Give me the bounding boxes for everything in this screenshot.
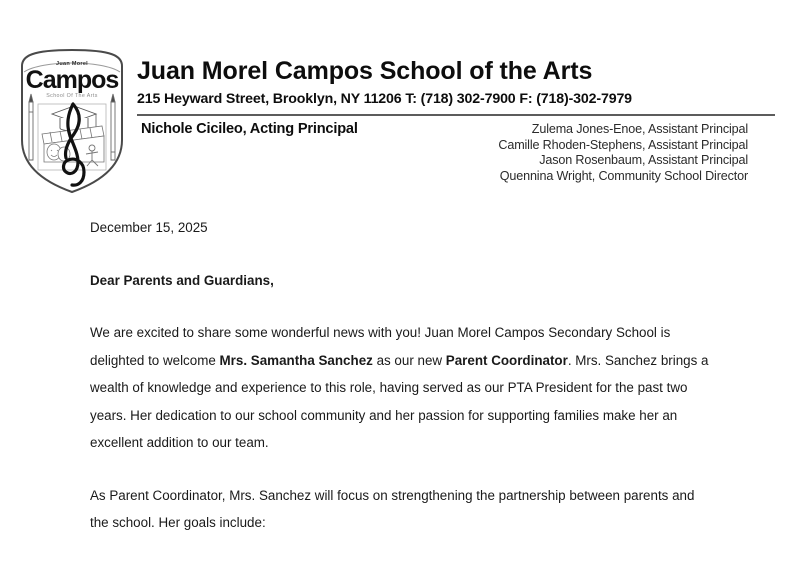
administrator-item: Quennina Wright, Community School Director (499, 168, 748, 183)
school-name: Juan Morel Campos School of the Arts (137, 57, 593, 85)
svg-text:School Of The Arts: School Of The Arts (46, 93, 98, 99)
letter-paragraph-1 (90, 319, 715, 457)
paragraph1-text-part2: as our new (372, 352, 446, 368)
letterhead-text-block (137, 58, 777, 107)
paragraph1-text-part1: We are excited to share some wonderful news with you! Juan Morel Campos Secondary School is delighted to welcome (90, 325, 671, 368)
parent-coordinator-name: Mrs. Samantha Sanchez (219, 352, 373, 368)
paragraph1-text-part3: . Mrs. Sanchez brings a wealth of knowledge and experience to this role, having served as our PTA President for the past two years. Her dedication to our school community and her passion for supporting families make her an excellent addition to our team. (90, 352, 709, 451)
letter-salutation: Dear Parents and Guardians, (90, 273, 274, 289)
administrator-item: Jason Rosenbaum, Assistant Principal (539, 153, 748, 167)
letterhead (0, 0, 800, 200)
svg-text:Campos: Campos (25, 66, 119, 94)
principal-name: Nichole Cicileo, Acting Principal (141, 121, 358, 137)
role-title: Parent Coordinator (445, 352, 568, 368)
school-address: 215 Heyward Street, Brooklyn, NY 11206 T: (718) 302-7900 F: (718)-302-7979 (137, 91, 632, 107)
letter-date: December 15, 2025 (90, 220, 208, 235)
letterhead-divider (137, 114, 775, 116)
letter-body (90, 218, 715, 562)
school-crest-logo (16, 42, 128, 194)
letter-paragraph-2: As Parent Coordinator, Mrs. Sanchez will focus on strengthening the partnership between parents and the school. Her goals include: (90, 487, 695, 531)
svg-text:Juan Morel: Juan Morel (55, 61, 89, 67)
administrator-item: Camille Rhoden-Stephens, Assistant Principal (498, 137, 748, 152)
administrator-item: Zulema Jones-Enoe, Assistant Principal (531, 122, 748, 136)
administrators-list (498, 122, 748, 184)
